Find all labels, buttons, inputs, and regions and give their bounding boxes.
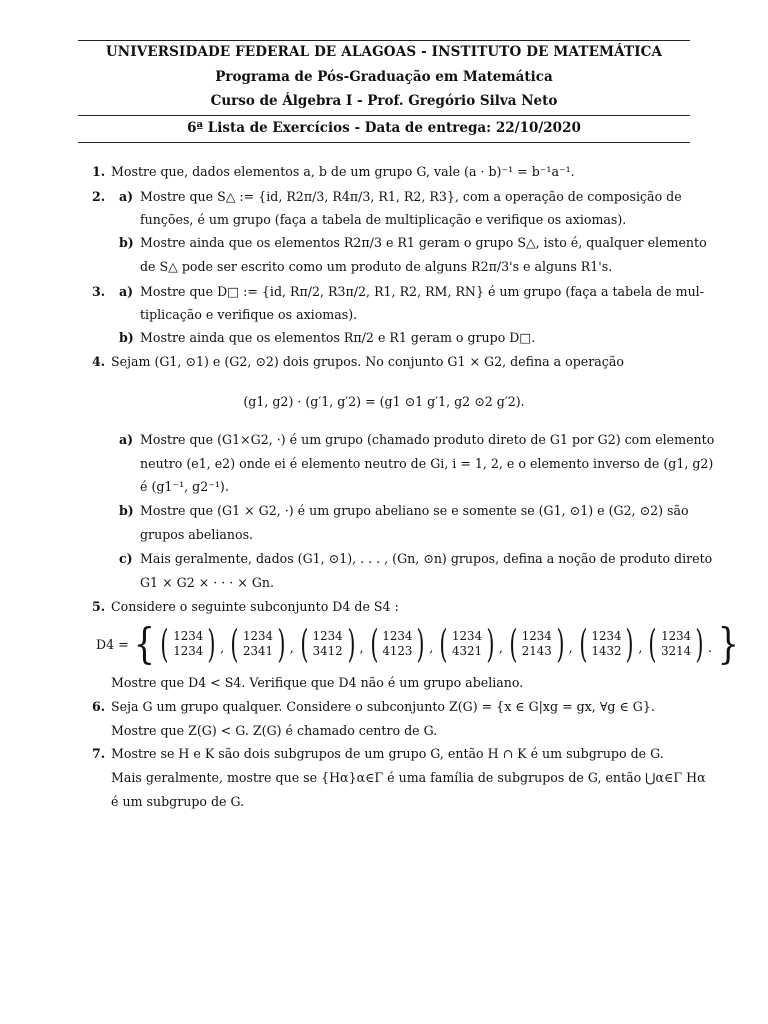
right-paren: )	[556, 622, 565, 666]
left-brace: {	[133, 619, 155, 668]
exercise-number: 2.	[92, 189, 106, 204]
exercise-number: 7.	[92, 746, 106, 761]
permutation-matrix	[436, 624, 498, 664]
separator-comma: ,	[359, 640, 364, 655]
exercise-text: é um subgrupo de G.	[111, 794, 245, 809]
d4-set	[96, 619, 742, 668]
left-paren: (	[160, 622, 169, 666]
permutation-top: 1234	[312, 629, 343, 643]
university-title: UNIVERSIDADE FEDERAL DE ALAGOAS - INSTITUTO DE MATEMÁTICA	[105, 44, 663, 60]
permutation-values	[661, 629, 691, 659]
mid-rule	[78, 115, 690, 116]
item-label: a)	[119, 432, 134, 447]
exercise-text: Mostre que S△ := {id, R2π/3, R4π/3, R1, R2, R3}, com a operação de composição de	[140, 189, 682, 204]
permutation-values	[382, 629, 412, 659]
right-paren: )	[277, 622, 286, 666]
exercise-number: 3.	[92, 284, 106, 299]
permutation-matrix	[645, 624, 707, 664]
permutation-top: 1234	[591, 629, 622, 643]
exercise-number: 6.	[92, 699, 106, 714]
exercise-text: Mostre que (G1 × G2, ·) é um grupo abeliano se e somente se (G1, ⊙1) e (G2, ⊙2) são	[140, 503, 689, 518]
permutation-bottom: 2341	[242, 644, 273, 658]
exercise-text: Mostre se H e K são dois subgrupos de um grupo G, então H ∩ K é um subgrupo de G.	[111, 746, 664, 761]
permutation-top: 1234	[173, 629, 204, 643]
exercise-text: tiplicação e verifique os axiomas).	[140, 307, 358, 322]
right-paren: )	[207, 622, 216, 666]
permutation-matrix	[227, 624, 289, 664]
permutation-values	[522, 629, 552, 659]
exercise-text: é (g1⁻¹, g2⁻¹).	[140, 479, 229, 494]
permutation-bottom: 4123	[382, 644, 413, 658]
permutation-bottom: 1234	[173, 644, 204, 658]
program-title: Programa de Pós-Graduação em Matemática	[215, 69, 553, 85]
permutation-top: 1234	[661, 629, 692, 643]
permutation-matrix	[367, 624, 429, 664]
permutation-bottom: 1432	[591, 644, 622, 658]
permutation-matrix	[576, 624, 638, 664]
right-paren: )	[625, 622, 634, 666]
separator-comma: ,	[429, 640, 434, 655]
exercise-text: Mostre ainda que os elementos R2π/3 e R1 geram o grupo S△, isto é, qualquer elemento	[140, 235, 707, 250]
item-label: a)	[119, 189, 134, 204]
separator-comma: ,	[568, 640, 573, 655]
right-paren: )	[416, 622, 425, 666]
item-label: b)	[119, 503, 134, 518]
permutation-values	[313, 629, 343, 659]
exercise-text: grupos abelianos.	[140, 527, 254, 542]
left-paren: (	[300, 622, 309, 666]
final-dot: .	[708, 640, 713, 655]
separator-comma: ,	[220, 640, 225, 655]
exercise-text: Mostre ainda que os elementos Rπ/2 e R1 geram o grupo D□.	[140, 330, 536, 345]
exercise-text: Mais geralmente, dados (G1, ⊙1), . . . , (Gn, ⊙n) grupos, defina a noção de produto direto	[140, 551, 713, 566]
exercise-text: funções, é um grupo (faça a tabela de multiplicação e verifique os axiomas).	[140, 212, 627, 227]
left-paren: (	[369, 622, 379, 666]
permutation-matrix	[297, 624, 359, 664]
d4-label: D4 =	[96, 636, 129, 652]
exercise-number: 4.	[92, 354, 106, 369]
separator-comma: ,	[289, 640, 294, 655]
permutation-list	[157, 624, 707, 664]
permutation-bottom: 3214	[661, 644, 692, 658]
permutation-values	[452, 629, 482, 659]
top-rule	[78, 40, 690, 41]
permutation-values	[591, 629, 621, 659]
list-title: 6ª Lista de Exercícios - Data de entrega: 22/10/2020	[187, 120, 581, 136]
permutation-top: 1234	[242, 629, 273, 643]
operation-formula: (g1, g2) · (g′1, g′2) = (g1 ⊙1 g′1, g2 ⊙2 g′2).	[243, 394, 525, 409]
right-paren: )	[347, 622, 356, 666]
exercise-text: Sejam (G1, ⊙1) e (G2, ⊙2) dois grupos. No conjunto G1 × G2, defina a operação	[111, 354, 624, 369]
permutation-matrix	[157, 624, 219, 664]
exercise-text: Mostre que D4 < S4. Verifique que D4 não é um grupo abeliano.	[111, 675, 524, 690]
permutation-top: 1234	[521, 629, 552, 643]
separator-comma: ,	[638, 640, 643, 655]
bottom-rule	[78, 142, 690, 143]
exercise-text: G1 × G2 × · · · × Gn.	[140, 575, 275, 590]
permutation-top: 1234	[382, 629, 413, 643]
permutation-values	[173, 629, 203, 659]
item-label: a)	[119, 284, 134, 299]
exercise-text: de S△ pode ser escrito como um produto de alguns R2π/3's e alguns R1's.	[140, 259, 613, 274]
permutation-matrix	[506, 624, 568, 664]
exercise-text: neutro (e1, e2) onde ei é elemento neutro de Gi, i = 1, 2, e o elemento inverso de (g1, g2)	[140, 456, 714, 471]
permutation-bottom: 3412	[312, 644, 343, 658]
exercise-text: Mostre que (G1×G2, ·) é um grupo (chamado produto direto de G1 por G2) com elemento	[140, 432, 715, 447]
course-title: Curso de Álgebra I - Prof. Gregório Silva Neto	[210, 93, 558, 109]
right-paren: )	[486, 622, 495, 666]
left-paren: (	[509, 622, 518, 666]
left-paren: (	[578, 622, 588, 666]
exercise-number: 5.	[92, 599, 106, 614]
exercise-text: Mostre que, dados elementos a, b de um grupo G, vale (a · b)⁻¹ = b⁻¹a⁻¹.	[111, 164, 575, 179]
exercise-text: Mostre que D□ := {id, Rπ/2, R3π/2, R1, R2, RM, RN} é um grupo (faça a tabela de mul-	[140, 284, 704, 299]
left-paren: (	[439, 622, 448, 666]
exercise-text: Mostre que Z(G) < G. Z(G) é chamado centro de G.	[111, 723, 438, 738]
right-paren: )	[695, 622, 704, 666]
separator-comma: ,	[498, 640, 503, 655]
permutation-bottom: 4321	[452, 644, 483, 658]
exercise-number: 1.	[92, 164, 106, 179]
item-label: b)	[119, 330, 134, 345]
item-label: b)	[119, 235, 134, 250]
permutation-bottom: 2143	[521, 644, 552, 658]
item-label: c)	[119, 551, 133, 566]
right-brace: }	[717, 619, 740, 668]
permutation-values	[243, 629, 273, 659]
left-paren: (	[230, 622, 239, 666]
left-paren: (	[648, 622, 657, 666]
exercise-text: Seja G um grupo qualquer. Considere o subconjunto Z(G) = {x ∈ G|xg = gx, ∀g ∈ G}.	[111, 699, 655, 714]
permutation-top: 1234	[452, 629, 483, 643]
exercise-text: Considere o seguinte subconjunto D4 de S4 :	[111, 599, 399, 614]
exercise-text: Mais geralmente, mostre que se {Hα}α∈Γ é uma família de subgrupos de G, então ⋃α∈Γ Hα	[111, 770, 706, 785]
